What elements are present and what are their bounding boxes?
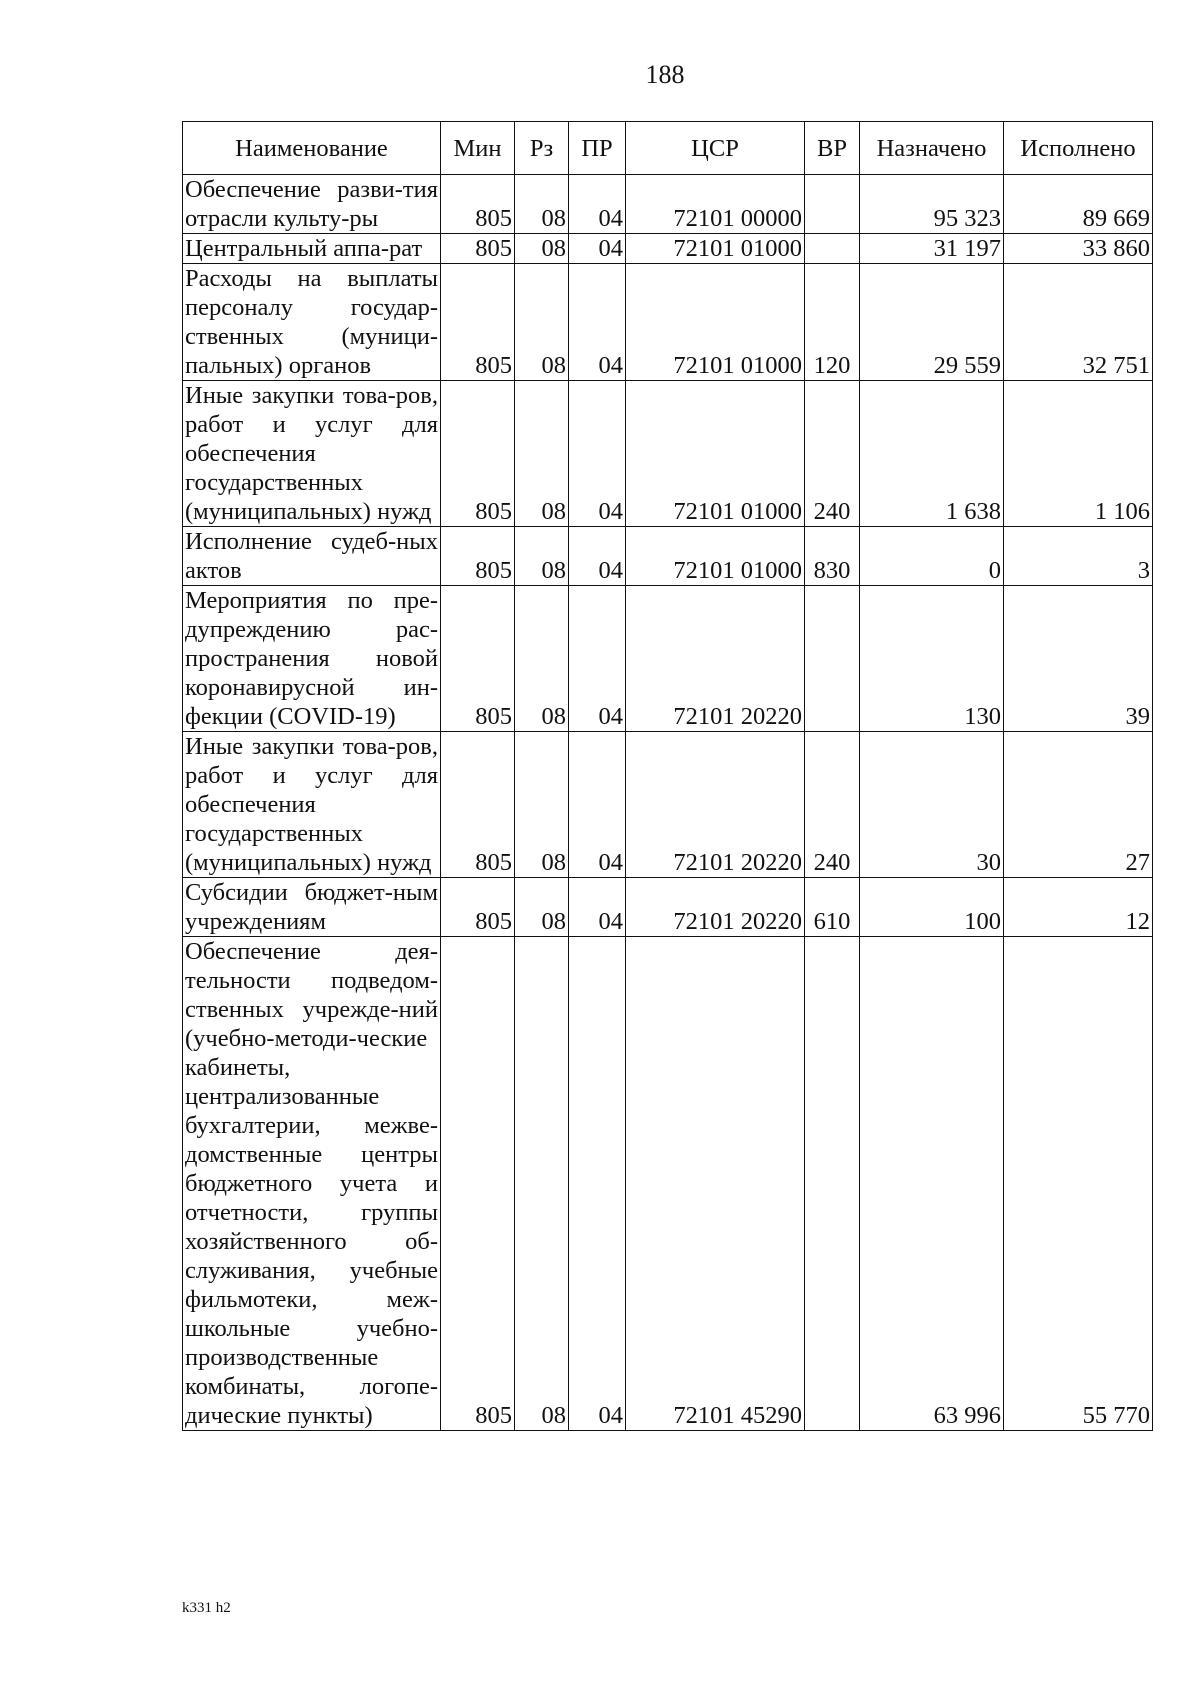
row-pr-cell: 04 [569, 264, 626, 381]
table-row [183, 878, 1153, 937]
header-executed: Исполнено [1004, 122, 1153, 175]
row-name-cell: Субсидии бюджет-ным учреждениям [183, 878, 441, 937]
row-csr-cell: 72101 00000 [626, 175, 805, 234]
row-csr-cell: 72101 20220 [626, 586, 805, 732]
row-assigned-cell: 31 197 [860, 234, 1004, 264]
row-vr-cell [805, 234, 860, 264]
row-rz-cell: 08 [515, 175, 569, 234]
page-number: 188 [645, 60, 685, 89]
row-min-cell: 805 [441, 527, 515, 586]
row-executed-cell: 27 [1004, 732, 1153, 878]
row-executed-cell: 55 770 [1004, 937, 1153, 1431]
row-name-cell: Иные закупки това-ров, работ и услуг для обеспечения государственных (муниципальных) нужд [183, 381, 441, 527]
row-executed-cell: 89 669 [1004, 175, 1153, 234]
row-assigned-cell: 29 559 [860, 264, 1004, 381]
row-assigned-cell: 100 [860, 878, 1004, 937]
table-row [183, 732, 1153, 878]
row-rz-cell: 08 [515, 234, 569, 264]
budget-table [182, 121, 1153, 1431]
footer-code: k331 h2 [182, 1600, 231, 1616]
row-name-cell: Иные закупки това-ров, работ и услуг для обеспечения государственных (муниципальных) нужд [183, 732, 441, 878]
row-rz-cell: 08 [515, 878, 569, 937]
row-rz-cell: 08 [515, 381, 569, 527]
row-vr-cell [805, 937, 860, 1431]
row-min-cell: 805 [441, 234, 515, 264]
row-vr-cell: 240 [805, 732, 860, 878]
row-pr-cell: 04 [569, 381, 626, 527]
row-assigned-cell: 1 638 [860, 381, 1004, 527]
row-min-cell: 805 [441, 937, 515, 1431]
row-csr-cell: 72101 01000 [626, 264, 805, 381]
row-name-cell: Обеспечение разви-тия отрасли культу-ры [183, 175, 441, 234]
row-name-cell: Центральный аппа-рат [183, 234, 441, 264]
row-executed-cell: 33 860 [1004, 234, 1153, 264]
row-min-cell: 805 [441, 586, 515, 732]
row-name-cell: Исполнение судеб-ных актов [183, 527, 441, 586]
row-min-cell: 805 [441, 732, 515, 878]
row-assigned-cell: 63 996 [860, 937, 1004, 1431]
row-pr-cell: 04 [569, 732, 626, 878]
table-row [183, 586, 1153, 732]
header-row [183, 122, 1153, 175]
row-vr-cell: 830 [805, 527, 860, 586]
row-name-cell: Обеспечение дея-тельности подведом-ственных учрежде-ний (учебно-методи-ческие кабинеты, централизованные бухгалтерии, межве-домственные центры бюджетного учета и отчетности, группы хозяйственного об-служивания, учебные фильмотеки, меж-школьные учебно-производственные комбинаты, логопе-дические пункты) [183, 937, 441, 1431]
table-row [183, 937, 1153, 1431]
row-csr-cell: 72101 01000 [626, 381, 805, 527]
row-csr-cell: 72101 20220 [626, 732, 805, 878]
row-vr-cell [805, 175, 860, 234]
row-assigned-cell: 0 [860, 527, 1004, 586]
row-name-cell: Расходы на выплаты персоналу государ-ственных (муници-пальных) органов [183, 264, 441, 381]
row-assigned-cell: 95 323 [860, 175, 1004, 234]
row-pr-cell: 04 [569, 527, 626, 586]
row-executed-cell: 32 751 [1004, 264, 1153, 381]
row-rz-cell: 08 [515, 586, 569, 732]
header-name: Наименование [183, 122, 441, 175]
table-body [183, 175, 1153, 1431]
row-csr-cell: 72101 20220 [626, 878, 805, 937]
row-rz-cell: 08 [515, 937, 569, 1431]
row-executed-cell: 1 106 [1004, 381, 1153, 527]
row-min-cell: 805 [441, 264, 515, 381]
row-assigned-cell: 30 [860, 732, 1004, 878]
row-rz-cell: 08 [515, 527, 569, 586]
row-vr-cell: 120 [805, 264, 860, 381]
table-row [183, 234, 1153, 264]
row-executed-cell: 3 [1004, 527, 1153, 586]
row-assigned-cell: 130 [860, 586, 1004, 732]
row-csr-cell: 72101 01000 [626, 234, 805, 264]
table-row [183, 381, 1153, 527]
table-header [183, 122, 1153, 175]
table-row [183, 264, 1153, 381]
row-rz-cell: 08 [515, 264, 569, 381]
header-csr: ЦСР [626, 122, 805, 175]
row-rz-cell: 08 [515, 732, 569, 878]
row-executed-cell: 39 [1004, 586, 1153, 732]
table-row [183, 527, 1153, 586]
row-min-cell: 805 [441, 175, 515, 234]
row-vr-cell: 240 [805, 381, 860, 527]
header-vr: ВР [805, 122, 860, 175]
row-executed-cell: 12 [1004, 878, 1153, 937]
table-row [183, 175, 1153, 234]
row-pr-cell: 04 [569, 937, 626, 1431]
row-vr-cell: 610 [805, 878, 860, 937]
row-vr-cell [805, 586, 860, 732]
row-pr-cell: 04 [569, 586, 626, 732]
header-min: Мин [441, 122, 515, 175]
header-pr: ПР [569, 122, 626, 175]
header-assigned: Назначено [860, 122, 1004, 175]
row-pr-cell: 04 [569, 878, 626, 937]
row-min-cell: 805 [441, 381, 515, 527]
header-rz: Рз [515, 122, 569, 175]
row-name-cell: Мероприятия по пре-дупреждению рас-пространения новой коронавирусной ин-фекции (COVID-19) [183, 586, 441, 732]
row-pr-cell: 04 [569, 175, 626, 234]
row-min-cell: 805 [441, 878, 515, 937]
row-csr-cell: 72101 45290 [626, 937, 805, 1431]
row-pr-cell: 04 [569, 234, 626, 264]
row-csr-cell: 72101 01000 [626, 527, 805, 586]
